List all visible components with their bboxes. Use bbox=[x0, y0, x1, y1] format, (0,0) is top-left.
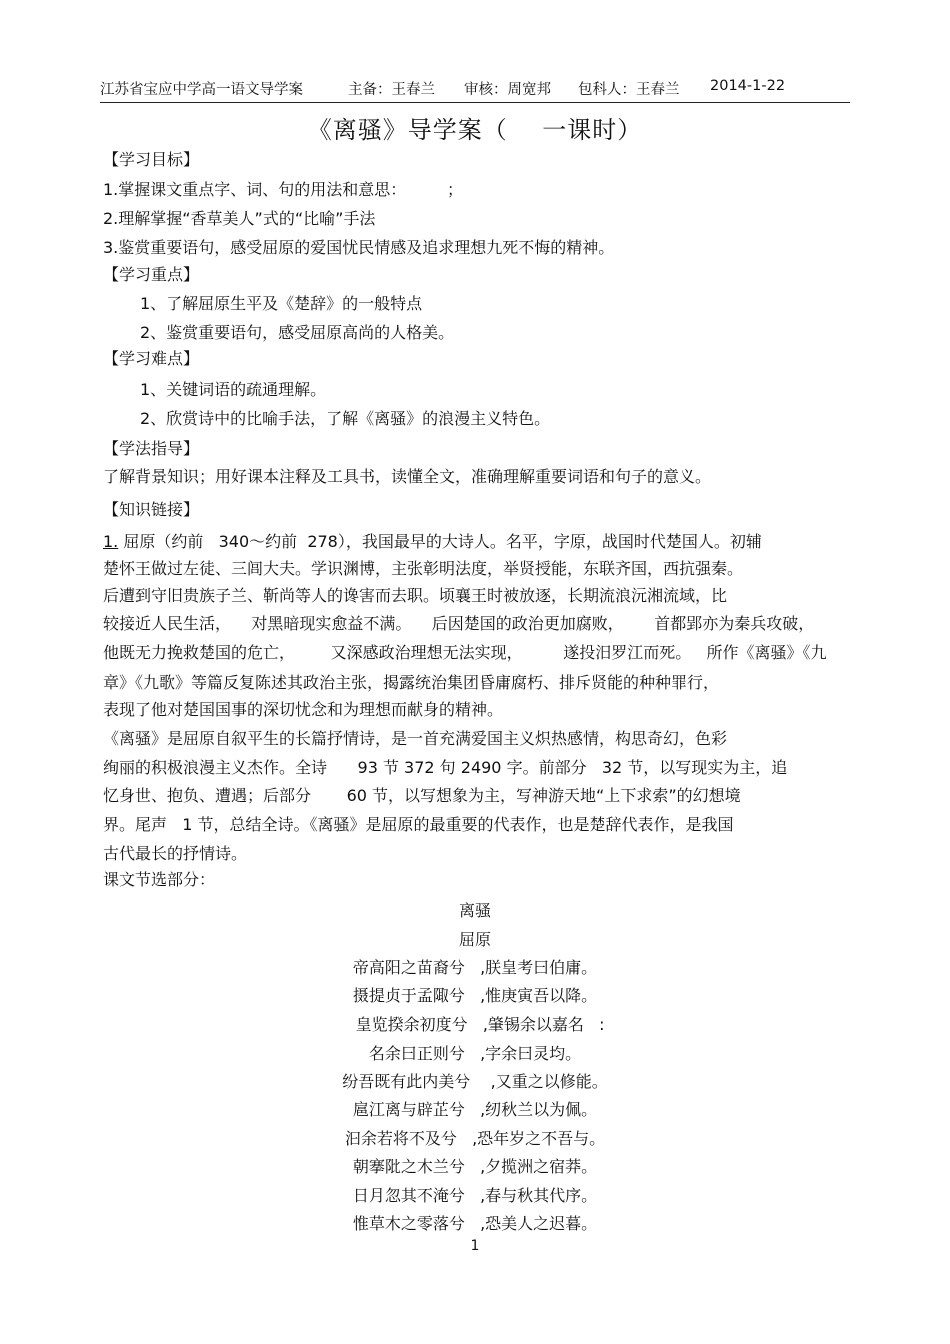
focus-heading: 【学习重点】 bbox=[103, 265, 200, 284]
links-line: 《离骚》是屈原自叙平生的长篇抒情诗，是一首充满爱国主义炽热感情，构思奇幻，色彩 bbox=[103, 729, 728, 748]
poem-line: 纷吾既有此内美兮 ,又重之以修能。 bbox=[342, 1072, 608, 1091]
links-line: 他既无力挽救楚国的危亡， 又深感政治理想无法实现， 遂投汨罗江而死。 所作《离骚》《九 bbox=[103, 643, 827, 662]
links-line: 较接近人民生活， 对黑暗现实愈益不满。 后因楚国的政治更加腐败， 首都郢亦为秦兵攻破， bbox=[103, 614, 815, 633]
links-line: 楚怀王做过左徒、三闾大夫。学识渊博，主张彰明法度，举贤授能，东联齐国，西抗强秦。 bbox=[103, 559, 744, 578]
poem-title: 离骚 bbox=[458, 901, 491, 920]
links-line: 课文节选部分： bbox=[103, 870, 216, 889]
poem-line: 日月忽其不淹兮 ,春与秋其代序。 bbox=[352, 1186, 598, 1205]
goal-item: 1.掌握课文重点字、词、句的用法和意思： ； bbox=[103, 180, 463, 199]
links-line: 古代最长的抒情诗。 bbox=[103, 844, 248, 863]
poem-line: 摄提贞于孟陬兮 ,惟庚寅吾以降。 bbox=[352, 986, 598, 1005]
header-school: 江苏省宝应中学高一语文导学案 bbox=[100, 82, 303, 98]
difficulty-item: 2、欣赏诗中的比喻手法，了解《离骚》的浪漫主义特色。 bbox=[140, 409, 551, 428]
page-title: 《离骚》导学案（ 一课时） bbox=[307, 116, 643, 144]
goals-heading: 【学习目标】 bbox=[103, 150, 200, 169]
links-line: 界。尾声 1 节，总结全诗。《离骚》是屈原的最重要的代表作，也是楚辞代表作，是我国 bbox=[103, 815, 734, 834]
header-rule bbox=[100, 102, 850, 103]
links-line: 忆身世、抱负、遭遇；后部分 60 节，以写想象为主，写神游天地“上下求索”的幻想境 bbox=[103, 786, 741, 805]
goal-item: 3.鉴赏重要语句，感受屈原的爱国忧民情感及追求理想九死不悔的精神。 bbox=[103, 238, 615, 257]
links-line: 后遭到守旧贵族子兰、靳尚等人的谗害而去职。顷襄王时被放逐，长期流浪沅湘流域，比 bbox=[103, 586, 728, 605]
method-text: 了解背景知识；用好课本注释及工具书，读懂全文，准确理解重要词语和句子的意义。 bbox=[103, 467, 712, 486]
links-line: 章》《九歌》等篇反复陈述其政治主张，揭露统治集团昏庸腐朽、排斥贤能的种种罪行， bbox=[103, 673, 720, 692]
header-date: 2014-1-22 bbox=[710, 78, 786, 94]
poem-author: 屈原 bbox=[458, 930, 491, 949]
links-line: 绚丽的积极浪漫主义杰作。全诗 93 节 372 句 2490 字。前部分 32 节，以写现实为主，追 bbox=[103, 758, 788, 777]
links-paragraph: 1. 屈原（约前 340～约前 278），我国最早的大诗人。名平，字原，战国时代楚国人。初辅 bbox=[103, 532, 762, 551]
poem-line: 汩余若将不及兮 ,恐年岁之不吾与。 bbox=[344, 1129, 606, 1148]
poem-line: 帝高阳之苗裔兮 ,朕皇考曰伯庸。 bbox=[352, 958, 598, 977]
poem-line: 名余曰正则兮 ,字余曰灵均。 bbox=[368, 1044, 582, 1063]
method-heading: 【学法指导】 bbox=[103, 439, 200, 458]
poem-line: 惟草木之零落兮 ,恐美人之迟暮。 bbox=[352, 1214, 598, 1233]
goal-item: 2.理解掌握“香草美人”式的“比喻”手法 bbox=[103, 209, 376, 228]
poem-line: 皇览揆余初度兮 ,肇锡余以嘉名 : bbox=[345, 1015, 605, 1034]
focus-item: 1、了解屈原生平及《楚辞》的一般特点 bbox=[140, 294, 423, 313]
page-header bbox=[100, 78, 850, 100]
focus-item: 2、鉴赏重要语句，感受屈原高尚的人格美。 bbox=[140, 323, 455, 342]
header-reviewer: 审核：周宽邦 bbox=[464, 82, 551, 98]
difficulty-item: 1、关键词语的疏通理解。 bbox=[140, 380, 327, 399]
difficulty-heading: 【学习难点】 bbox=[103, 349, 200, 368]
poem-line: 扈江离与辟芷兮 ,纫秋兰以为佩。 bbox=[352, 1100, 598, 1119]
links-heading: 【知识链接】 bbox=[103, 500, 200, 519]
header-subject-lead: 包科人：王春兰 bbox=[578, 82, 680, 98]
header-author: 主备：王春兰 bbox=[348, 82, 435, 98]
links-line: 表现了他对楚国国事的深切忧念和为理想而献身的精神。 bbox=[103, 700, 504, 719]
page-number: 1 bbox=[470, 1238, 480, 1254]
links-number: 1. bbox=[103, 532, 119, 551]
poem-line: 朝搴阰之木兰兮 ,夕揽洲之宿莽。 bbox=[352, 1157, 598, 1176]
